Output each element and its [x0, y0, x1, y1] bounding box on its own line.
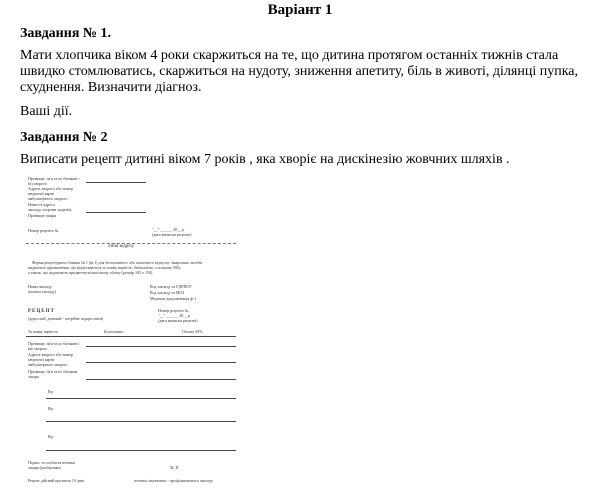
form-top-line: Назва та адреса [28, 202, 55, 207]
form-line [46, 421, 236, 422]
form-mp: М. П. [170, 465, 180, 470]
form-payment: За повну вартість [28, 329, 58, 334]
form-line [86, 212, 146, 213]
prescription-form-image [26, 176, 238, 492]
form-patient-line: Прізвище, ім'я та по батькові [28, 369, 78, 374]
task2-text: Виписати рецепт дитині віком 7 років , яка хворіє на дискінезію жовчних шляхів . [20, 152, 510, 167]
form-stamp: печатка лікувально - профілактичного закладу [134, 478, 214, 483]
form-code: Код закладу за ЄДРПОУ [150, 284, 192, 289]
form-top-line: Прізвище, ім'я та по батькові і [28, 176, 80, 181]
form-patient-line: медичної карти [28, 357, 55, 362]
task2-heading: Завдання № 2 [20, 130, 108, 145]
form-stamp-sub: (штамп закладу) [28, 289, 57, 294]
form-payment: Оплата 50% [182, 329, 203, 334]
form-date-line-2: "__" ______ 20__ р [158, 313, 191, 318]
task1-actions: Ваші дії. [20, 104, 73, 119]
form-line [46, 450, 236, 451]
form-recipe-heading: РЕЦЕПТ [28, 309, 55, 314]
form-stamp-name: Назва закладу [28, 284, 52, 289]
form-top-line: закладу охорони здоров'я, [28, 207, 73, 212]
form-line [46, 398, 236, 399]
form-description: а також, що підлягають предметно-кількісному обліку (розмір 105 х 150) [28, 270, 153, 275]
form-top-line: амбулаторного хворого [28, 196, 68, 201]
task1-text: Мати хлопчика віком 4 роки скаржиться на те, що дитина протягом останніх тижнів стала швидко стомлюватись, скаржиться на нудоту, зниження апетиту, біль в животі, ділянці пупка, схуднення. Визначити діагноз. [20, 48, 579, 95]
form-payment: Безоплатно [104, 329, 124, 334]
form-patient-line: Адреса хворого або номер [28, 352, 73, 357]
form-line [86, 346, 236, 347]
form-recipe-sub: (дорослий, дитячий - потрібне підкреслити) [28, 316, 104, 321]
form-rp: Rp: [48, 406, 54, 411]
form-patient-line: лікаря [28, 374, 39, 379]
form-top-line: Адреса хворого або номер [28, 186, 73, 191]
form-signature: Підпис та особиста печатка [28, 460, 75, 465]
form-tear-label: лінія відрізу [108, 244, 135, 249]
form-code: Медична документація ф-1 [150, 296, 197, 301]
form-date-caption-2: (дата виписки рецепта) [158, 318, 198, 323]
form-recipe-number: Номер рецепта № [28, 228, 59, 233]
form-patient-line: Прізвище, ім'я та по батькові і [28, 341, 80, 346]
form-line [86, 362, 236, 363]
form-top-line: медичної карти [28, 191, 55, 196]
form-line [86, 182, 146, 183]
form-line [26, 336, 236, 337]
form-line [86, 379, 236, 380]
form-description: медичного призначення, що відпускаються за повну вартість, безоплатно, з оплатою 50%, [28, 265, 182, 270]
form-patient-line: вік хворого [28, 346, 48, 351]
form-date-caption: (дата виписки рецепта) [152, 232, 192, 237]
form-description: Форма рецептурного бланка № 1 (ф-1) для безоплатного або пільгового відпуску лікарських засобів [32, 260, 203, 265]
form-top-line: Прізвище лікаря [28, 213, 57, 218]
task1-heading: Завдання № 1. [20, 26, 111, 41]
form-code: Код закладу за МОЗ [150, 290, 185, 295]
form-top-line: (в) хворого [28, 181, 47, 186]
form-date-line: "__" ______ 20__ р [152, 227, 185, 232]
variant-title: Варіант 1 [267, 2, 333, 18]
form-patient-line: амбулаторного хворого [28, 362, 68, 367]
form-validity: Рецепт дійсний протягом 10 днів [28, 478, 85, 483]
form-rp: Rp: [48, 389, 54, 394]
form-rp: Rp: [48, 434, 54, 439]
form-recipe-number-2: Номер рецепта № [158, 308, 189, 313]
form-signature-sub: лікаря (розбірливо) [28, 465, 61, 470]
